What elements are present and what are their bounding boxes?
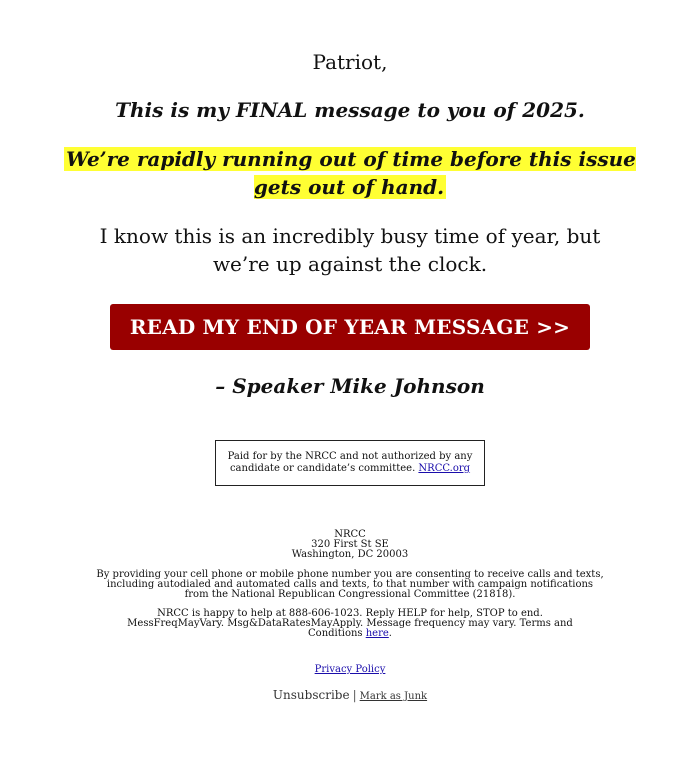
nrcc-org-link[interactable]: NRCC.org — [418, 463, 471, 474]
urgent-line — [50, 145, 650, 201]
footer — [50, 530, 650, 704]
footer-org: NRCC — [334, 529, 366, 540]
highlighted-text: We’re rapidly running out of time before this issue gets out of hand. — [66, 147, 636, 199]
greeting: Patriot, — [312, 50, 388, 74]
privacy-row — [50, 665, 650, 675]
unsubscribe-link[interactable]: Unsubscribe — [272, 688, 350, 702]
final-message-line: This is my FINAL message to you of 2025. — [115, 98, 585, 122]
read-message-button[interactable]: READ MY END OF YEAR MESSAGE >> — [110, 304, 590, 350]
paid-for-disclaimer — [215, 440, 485, 486]
mark-as-junk-link[interactable]: Mark as Junk — [359, 691, 428, 702]
consent-text: By providing your cell phone or mobile phone number you are consenting to receive calls and texts, including autodialed and automated calls and texts, to that number with campaign notifications from the National Republican Congressional Committee (21818). — [96, 569, 604, 600]
unsubscribe-row — [50, 688, 650, 704]
help-text — [115, 609, 585, 639]
separator: | — [352, 688, 357, 702]
help-text-end: . — [388, 628, 392, 639]
cta-container — [50, 304, 650, 350]
footer-city: Washington, DC 20003 — [291, 549, 409, 560]
footer-street: 320 First St SE — [311, 539, 389, 550]
disclaimer-text: Paid for by the NRCC and not authorized by any candidate or candidate’s committee. — [227, 451, 473, 474]
terms-here-link[interactable]: here — [365, 628, 389, 639]
email-body — [50, 0, 650, 704]
privacy-policy-link[interactable]: Privacy Policy — [314, 664, 386, 675]
help-text-body: NRCC is happy to help at 888-606-1023. Reply HELP for help, STOP to end. MessFreqMayVary. Msg&DataRatesMayApply. Message frequency may vary. Terms and Conditions — [127, 608, 573, 639]
body-paragraph: I know this is an incredibly busy time of year, but we’re up against the clock. — [99, 224, 601, 276]
signature: – Speaker Mike Johnson — [215, 374, 485, 398]
